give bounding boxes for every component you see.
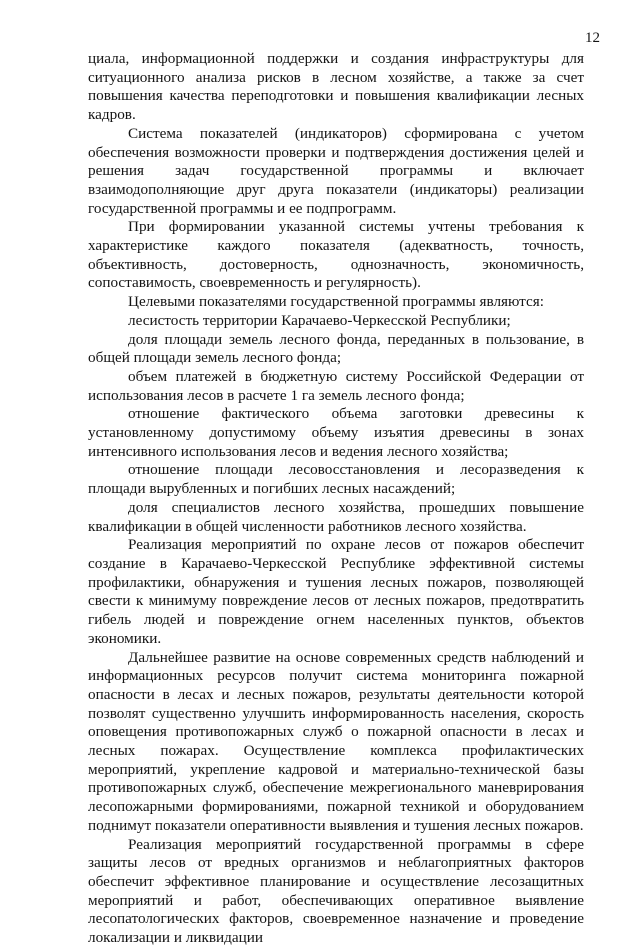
list-item: лесистость территории Карачаево-Черкесской Республики; — [128, 311, 511, 329]
paragraph: Целевыми показателями государственной программы являются: — [128, 293, 544, 311]
list-item: доля специалистов лесного хозяйства, прошедших повышение квалификации в общей численности работников лесного хозяйства. — [88, 498, 584, 535]
paragraph: циала, информационной поддержки и создания инфраструктуры для ситуационного анализа рисков в лесном хозяйстве, а также за счет повышения качества переподготовки и повышения квалификации лесных кадров. — [88, 50, 584, 124]
page-number: 12 — [585, 30, 600, 46]
list-item: отношение площади лесовосстановления и лесоразведения к площади вырубленных и погибших лесных насаждений; — [88, 461, 584, 498]
paragraph: Система показателей (индикаторов) сформирована с учетом обеспечения возможности проверки и подтверждения достижения целей и решения задач государственной программы и включает взаимодополняющие друг друга показатели (индикаторы) реализации государственной программы и ее подпрограмм. — [88, 124, 584, 217]
list-item: объем платежей в бюджетную систему Российской Федерации от использования лесов в расчете 1 га земель лесного фонда; — [88, 367, 584, 404]
paragraph: Реализация мероприятий по охране лесов от пожаров обеспечит создание в Карачаево-Черкесской Республике эффективной системы профилактики, обнаружения и тушения лесных пожаров, позволяющей свести к минимуму повреждение лесов от лесных пожаров, предотвратить гибель людей и повреждение огнем населенных пунктов, объектов экономики. — [88, 536, 584, 647]
paragraph: При формировании указанной системы учтены требования к характеристике каждого показателя (адекватность, точность, объективность, достоверность, однозначность, экономичность, сопоставимость, своевременность и регулярность). — [88, 218, 584, 292]
list-item: доля площади земель лесного фонда, переданных в пользование, в общей площади земель лесного фонда; — [88, 330, 584, 367]
paragraph: Реализация мероприятий государственной программы в сфере защиты лесов от вредных организмов и неблагоприятных факторов обеспечит эффективное планирование и осуществление лесозащитных мероприятий и работ, обеспечивающих оперативное выявление лесопатологических факторов, своевременное назначение и проведение локализации и ликвидации — [88, 835, 584, 947]
document-body — [88, 50, 584, 948]
paragraph: Дальнейшее развитие на основе современных средств наблюдений и информационных ресурсов получит система мониторинга пожарной опасности в лесах и лесных пожаров, результаты деятельности которой позволят существенно улучшить информированность населения, скорость оповещения противопожарных служб о пожарной опасности в лесах и лесных пожарах. Осуществление комплекса профилактических мероприятий, укрепление кадровой и материально-технической базы противопожарных служб, обеспечение межрегионального маневрирования лесопожарными формированиями, пожарной техникой и оборудованием поднимут показатели оперативности выявления и тушения лесных пожаров. — [88, 648, 584, 834]
list-item: отношение фактического объема заготовки древесины к установленному допустимому объему изъятия древесины в зонах интенсивного использования лесов и ведения лесного хозяйства; — [88, 405, 584, 460]
